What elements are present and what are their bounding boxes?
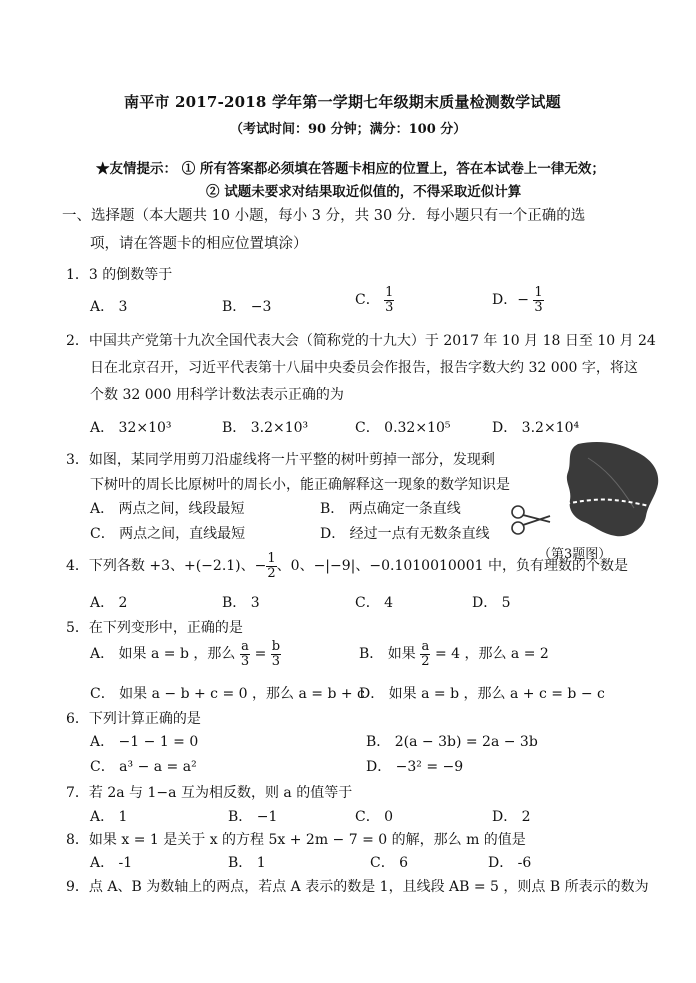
q6-option-a: A． −1 − 1 = 0 bbox=[90, 734, 199, 750]
question-3-line-2: 下树叶的周长比原树叶的周长小，能正确解释这一现象的数学知识是 bbox=[90, 477, 510, 493]
fraction-one-half: $\frac{1}{2}$ bbox=[267, 551, 276, 581]
notice-line-1: ★友情提示： ① 所有答案都必须填在答题卡相应的位置上，答在本试卷上一律无效； bbox=[96, 161, 605, 177]
q7-option-c: C． 0 bbox=[355, 809, 394, 825]
q4-stem-part-2: 、0、−|−9|、−0.1010010001 中，负有理数的个数是 bbox=[276, 558, 628, 575]
question-2-line-3: 个数 32 000 用科学计数法表示正确的为 bbox=[90, 387, 344, 403]
fraction-one-third: $\frac{1}{3}$ bbox=[534, 285, 543, 315]
question-2-line-1: 2．中国共产党第十九次全国代表大会（简称党的十九大）于 2017 年 10 月 18 日至 10 月 24 bbox=[66, 333, 656, 349]
q1-option-c bbox=[355, 286, 394, 314]
question-8-stem: 8．如果 x = 1 是关于 x 的方程 5x + 2m − 7 = 0 的解，那么 m 的值是 bbox=[66, 832, 526, 848]
q4-stem-part-1: 4．下列各数 +3、+(−2.1)、− bbox=[66, 558, 267, 575]
question-9-stem: 9．点 A、B 为数轴上的两点，若点 A 表示的数是 1，且线段 AB = 5 ，则点 B 所表示的数为 bbox=[66, 879, 649, 895]
q6-option-c: C． a³ − a = a² bbox=[90, 759, 197, 775]
q8-option-c: C． 6 bbox=[370, 855, 409, 871]
section-heading: 一、选择题（本大题共 10 小题，每小 3 分，共 30 分．每小题只有一个正确的选 bbox=[62, 208, 586, 224]
q1-option-c-label: C． bbox=[355, 292, 380, 309]
q6-option-b: B． 2(a − 3b) = 2a − 3b bbox=[366, 734, 538, 750]
leaf-scissors-figure bbox=[508, 438, 664, 544]
q3-option-d: D． 经过一点有无数条直线 bbox=[320, 526, 490, 542]
fraction-one-third: $\frac{1}{3}$ bbox=[385, 285, 394, 315]
q2-option-a: A． 32×10³ bbox=[90, 420, 172, 436]
section-heading-cont: 项，请在答题卡的相应位置填涂） bbox=[90, 236, 308, 252]
figure-caption: （第3题图） bbox=[538, 547, 612, 562]
notice-line-2: ② 试题未要求对结果取近似值的，不得采取近似计算 bbox=[206, 184, 522, 200]
fraction-a-over-3: $\frac{a}{3}$ bbox=[240, 639, 250, 669]
q4-option-c: C． 4 bbox=[355, 595, 394, 611]
equals-sign: = bbox=[254, 646, 267, 663]
question-3-line-1: 3．如图，某同学用剪刀沿虚线将一片平整的树叶剪掉一部分，发现剩 bbox=[66, 452, 495, 468]
fraction-b-over-3: $\frac{b}{3}$ bbox=[271, 639, 281, 669]
q2-option-b: B． 3.2×10³ bbox=[222, 420, 309, 436]
question-2-line-2: 日在北京召开，习近平代表第十八届中央委员会作报告，报告字数大约 32 000 字，将这 bbox=[90, 360, 638, 376]
question-7-stem: 7．若 2a 与 1−a 互为相反数，则 a 的值等于 bbox=[66, 785, 353, 801]
q3-option-b: B． 两点确定一条直线 bbox=[320, 501, 461, 517]
q5-option-b-text: B． 如果 bbox=[359, 646, 416, 663]
q6-option-d: D． −3² = −9 bbox=[366, 759, 464, 775]
q1-option-a: A． 3 bbox=[90, 299, 128, 315]
q4-option-a: A． 2 bbox=[90, 595, 128, 611]
q7-option-d: D． 2 bbox=[492, 809, 531, 825]
q7-option-b: B． −1 bbox=[228, 809, 278, 825]
q4-option-b: B． 3 bbox=[222, 595, 260, 611]
q7-option-a: A． 1 bbox=[90, 809, 128, 825]
q2-option-d: D． 3.2×10⁴ bbox=[492, 420, 580, 436]
q3-option-c: C． 两点之间，直线最短 bbox=[90, 526, 246, 542]
q2-option-c: C． 0.32×10⁵ bbox=[355, 420, 451, 436]
q5-option-d: D． 如果 a = b ，那么 a + c = b − c bbox=[359, 686, 605, 702]
q4-option-d: D． 5 bbox=[472, 595, 511, 611]
question-5-stem: 5．在下列变形中，正确的是 bbox=[66, 620, 243, 636]
q5-option-b-tail: = 4 ，那么 a = 2 bbox=[434, 646, 549, 663]
question-6-stem: 6．下列计算正确的是 bbox=[66, 711, 201, 727]
q3-option-a: A． 两点之间，线段最短 bbox=[90, 501, 245, 517]
q1-option-d bbox=[492, 286, 544, 314]
leaf-shape bbox=[567, 442, 658, 536]
q5-option-b bbox=[359, 640, 549, 668]
exam-info: （考试时间：90 分钟；满分：100 分） bbox=[230, 122, 467, 137]
q5-option-c: C． 如果 a − b + c = 0 ，那么 a = b + c bbox=[90, 686, 365, 702]
q8-option-a: A． -1 bbox=[90, 855, 133, 871]
q1-option-d-label: D．− bbox=[492, 292, 529, 309]
question-4-stem bbox=[66, 552, 628, 580]
q5-option-a-text: A． 如果 a = b ，那么 bbox=[90, 646, 236, 663]
fraction-a-over-2: $\frac{a}{2}$ bbox=[421, 639, 430, 669]
scissors-icon bbox=[512, 506, 550, 534]
q5-option-a bbox=[90, 640, 281, 668]
page-title: 南平市 2017-2018 学年第一学期七年级期末质量检测数学试题 bbox=[124, 93, 561, 111]
q1-option-b: B． −3 bbox=[222, 299, 272, 315]
q8-option-b: B． 1 bbox=[228, 855, 266, 871]
question-1-stem: 1．3 的倒数等于 bbox=[66, 267, 173, 283]
q8-option-d: D． -6 bbox=[488, 855, 532, 871]
